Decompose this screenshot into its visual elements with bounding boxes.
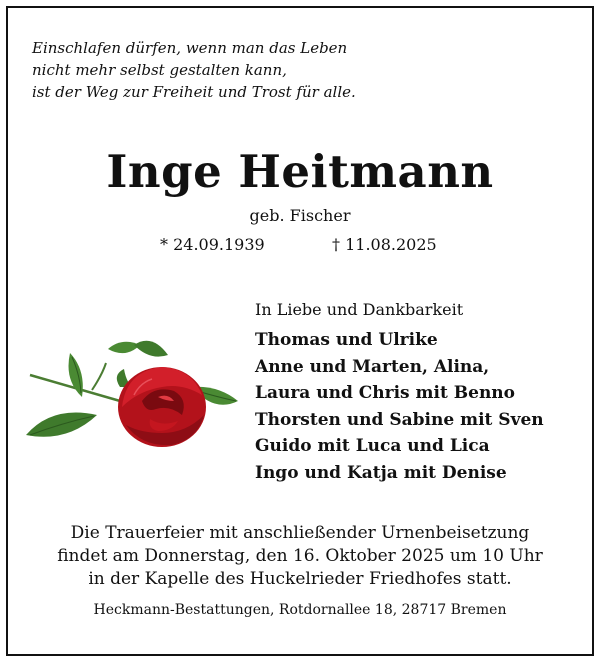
quote-line: nicht mehr selbst gestalten kann, [32,61,287,79]
mourner-name: Thorsten und Sabine mit Sven [255,409,544,430]
service-line: findet am Donnerstag, den 16. Oktober 2025 um 10 Uhr [57,546,543,566]
birth-date: * 24.09.1939 [160,235,265,254]
deceased-name: Inge Heitmann [106,145,494,198]
death-date: † 11.08.2025 [332,235,437,254]
undertaker-address: Heckmann-Bestattungen, Rotdornallee 18, 28717 Bremen [93,602,507,618]
mourners-block [255,298,585,486]
rose-icon [22,335,242,450]
mourner-name: Anne und Marten, Alina, [255,356,490,377]
mourner-name: Laura und Chris mit Benno [255,383,515,403]
quote-line: ist der Weg zur Freiheit und Trost für alle. [32,83,356,101]
mourner-name: Guido mit Luca und Lica [255,436,490,456]
service-line: Die Trauerfeier mit anschließender Urnenbeisetzung [70,523,530,543]
quote-line: Einschlafen dürfen, wenn man das Leben [32,39,348,57]
mourners-intro: In Liebe und Dankbarkeit [255,300,464,319]
epigraph-quote [32,37,452,103]
mourner-name: Thomas und Ulrike [255,330,438,350]
maiden-name: geb. Fischer [249,206,351,225]
funeral-service-info [0,522,600,591]
service-line: in der Kapelle des Huckelrieder Friedhofes statt. [88,569,512,589]
mourner-name: Ingo und Katja mit Denise [255,462,507,483]
